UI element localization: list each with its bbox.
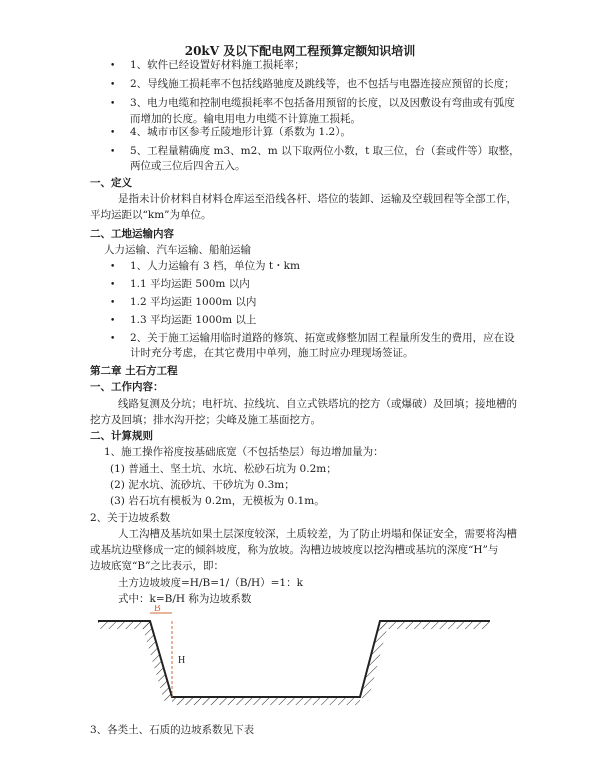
list-item-continuation: 计时充分考虑，在其它费用中单列，施工时应办理现场签证。: [130, 347, 414, 359]
section-heading: 一、工作内容：: [90, 381, 164, 393]
bullet-dot: •: [110, 80, 116, 90]
bullet-dot: •: [110, 147, 116, 157]
bullet-dot: •: [110, 298, 116, 308]
slope-figure: [90, 605, 510, 715]
paragraph: 人力运输、汽车运输、船舶运输: [104, 244, 251, 256]
paragraph: 线路复测及分坑；电杆坑、拉线坑、自立式铁塔坑的挖方（或爆破）及回填；接地槽的: [118, 398, 517, 410]
formula-note: 式中：k=B/H 称为边坡系数: [118, 593, 252, 605]
list-item-continuation: 两位或三位后四舍五入。: [130, 160, 246, 172]
section-heading: 二、工地运输内容: [90, 228, 174, 240]
section-heading: 二、计算规则: [90, 430, 153, 442]
paragraph: 边坡底宽“B”之比表示，即：: [90, 560, 224, 572]
dim-h-label: H: [178, 655, 186, 666]
section-heading: 一、定义: [90, 177, 132, 189]
bullet-dot: •: [110, 334, 116, 344]
list-item: 2、导线施工损耗率不包括线路驰度及跳线等，也不包括与电器连接应预留的长度；: [130, 78, 515, 90]
list-item: 2、关于施工运输用临时道路的修筑、拓宽或修整加固工程量所发生的费用，应在设: [130, 332, 515, 344]
list-item: (2) 泥水坑、流砂坑、干砂坑为 0.3m；: [110, 479, 295, 491]
ground-right: [380, 621, 490, 629]
slope-hatch-left: [142, 621, 172, 701]
list-item: 1、人力运输有 3 档，单位为 t・km: [130, 260, 300, 272]
list-item: 4、城市市区参考丘陵地形计算（系数为 1.2）。: [130, 126, 351, 138]
list-item-continuation: 而增加的长度。输电用电力电缆不计算施工损耗。: [130, 113, 361, 125]
paragraph: 人工沟槽及基坑如果土层深度较深，土质较差，为了防止坍塌和保证安全，需要将沟槽: [118, 528, 517, 540]
bullet-dot: •: [110, 316, 116, 326]
list-item: 1、软件已经设置好材料施工损耗率；: [130, 59, 305, 71]
list-item: (3) 岩石坑有模板为 0.2m，无模板为 0.1m。: [110, 495, 325, 507]
bottom-hatch: [172, 697, 360, 705]
list-item: 3、电力电缆和控制电缆损耗率不包括备用预留的长度，以及因敷设有弯曲或有弧度: [130, 97, 515, 109]
bullet-dot: •: [110, 99, 116, 109]
bullet-dot: •: [110, 128, 116, 138]
slope-hatch-right: [360, 621, 388, 701]
paragraph: 挖方及回填；排水沟开挖；尖峰及施工基面挖方。: [90, 414, 321, 426]
paragraph: 或基坑边壁修成一定的倾斜坡度，称为放坡。沟槽边坡坡度以挖沟槽或基坑的深度“H”与: [90, 544, 499, 556]
list-item: (1) 普通土、坚土坑、水坑、松砂石坑为 0.2m；: [110, 463, 337, 475]
list-item: 5、工程量精确度 m3、m2、m 以下取两位小数，t 取三位，台（套或件等）取整，: [130, 145, 520, 157]
bullet-dot: •: [110, 61, 116, 71]
paragraph: 3、各类土、石质的边坡系数见下表: [90, 724, 255, 736]
list-item: 1.3 平均运距 1000m 以上: [130, 314, 257, 326]
chapter-heading: 第二章 土石方工程: [90, 365, 178, 377]
bullet-dot: •: [110, 262, 116, 272]
list-item: 1.2 平均运距 1000m 以内: [130, 296, 257, 308]
formula: 土方边坡坡度=H/B=1/（B/H）=1：k: [118, 577, 303, 589]
paragraph: 平均运距以“km”为单位。: [90, 209, 212, 221]
paragraph: 2、关于边坡系数: [90, 512, 171, 524]
paragraph: 是指未计价材料自材料仓库运至沿线各杆、塔位的装卸、运输及空载回程等全部工作，: [118, 193, 517, 205]
paragraph: 1、施工操作裕度按基础底宽（不包括垫层）每边增加量为：: [104, 446, 384, 458]
list-item: 1.1 平均运距 500m 以内: [130, 278, 250, 290]
dim-b-label: B: [154, 605, 161, 614]
doc-title: 20kV 及以下配电网工程预算定额知识培训: [184, 44, 416, 58]
bullet-dot: •: [110, 280, 116, 290]
